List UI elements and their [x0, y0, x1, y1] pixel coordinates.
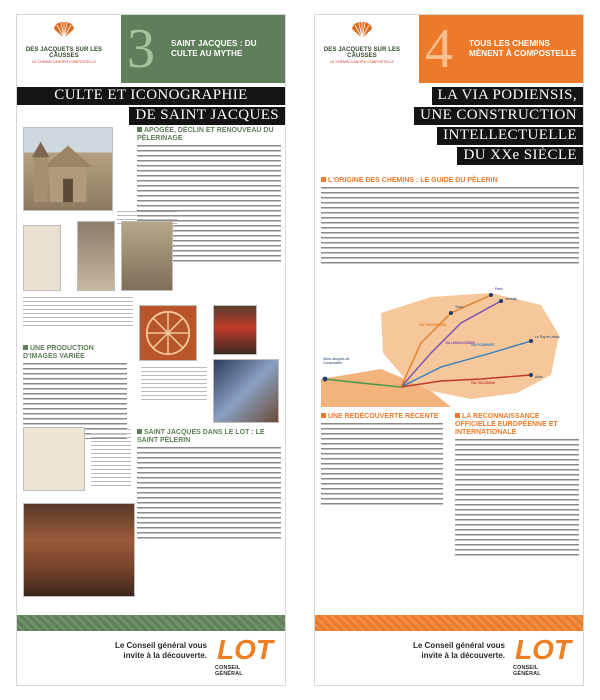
section-production-images: [23, 345, 127, 439]
logo-text: LOT: [515, 634, 571, 665]
bullet-icon: [455, 413, 460, 418]
section-heading: UNE REDÉCOUVERTE RÉCENTE: [321, 413, 443, 421]
lot-logo: [511, 634, 571, 677]
sculpture-photo: [77, 221, 115, 291]
footer-pattern-band: [17, 615, 285, 631]
map-label: VIA TOLOSANA: [471, 381, 495, 385]
section-heading: L'ORIGINE DES CHEMINS : LE GUIDE DU PÈLERIN: [321, 177, 579, 185]
panel-number-block: [121, 15, 286, 83]
panel-number-block: [419, 15, 584, 83]
manuscript-image: [23, 225, 61, 291]
title-line: DU XXe SIÈCLE: [457, 147, 583, 165]
title-line: CULTE ET ICONOGRAPHIE: [17, 87, 285, 105]
bullet-icon: [321, 177, 326, 182]
pilgrim-engraving: [23, 427, 85, 491]
title-line: LA VIA PODIENSIS,: [432, 87, 583, 105]
brand-subtitle: LE CHEMIN CAHORS COMPOSTELLE: [330, 60, 394, 64]
panel-footer: [315, 615, 583, 686]
text-block: [321, 187, 579, 265]
window-tracery-photo: [139, 305, 197, 361]
panel-saint-jacques-culte: [16, 14, 286, 686]
panel-footer: [17, 615, 285, 686]
brand-logo: [21, 21, 107, 64]
footer-invitation: Le Conseil général vous invite à la découverte.: [114, 641, 207, 660]
text-block: [455, 439, 579, 559]
map-label: VIA PODIENSIS: [471, 343, 495, 347]
title-line: DE SAINT JACQUES: [129, 107, 285, 125]
map-label: Paris: [495, 287, 503, 291]
map-label: Le Puy-en-Velay: [535, 335, 560, 339]
scallop-shell-icon: [350, 21, 374, 39]
bullet-icon: [23, 345, 28, 350]
panel-number: 4: [425, 18, 453, 80]
text-block: [321, 423, 443, 505]
map-label: Arles: [535, 375, 543, 379]
title-line: INTELLECTUELLE: [437, 127, 583, 145]
brand-subtitle: LE CHEMIN CAHORS COMPOSTELLE: [32, 60, 96, 64]
map-label: Tours: [455, 305, 464, 309]
panel-title: [17, 87, 285, 127]
map-label: VIA LEMOVICENSIS: [445, 341, 476, 345]
saint-painting-photo: [213, 359, 279, 423]
church-illustration: [24, 128, 112, 210]
map-label: Saint-Jacques-de-Compostelle: [323, 357, 351, 365]
capital-sculpture-photo: [121, 221, 173, 291]
footer-pattern-band: [315, 615, 583, 631]
brand-logo: [319, 21, 405, 64]
scallop-shell-icon: [52, 21, 76, 39]
panel-header: [315, 15, 583, 83]
footer-invitation: Le Conseil général vous invite à la découverte.: [412, 641, 505, 660]
section-heading: LA RECONNAISSANCE OFFICIELLE EUROPÉENNE ET INTERNATIONALE: [455, 413, 558, 436]
logo-subtitle: CONSEIL GÉNÉRAL: [513, 665, 541, 677]
panel-number-subtitle: SAINT JACQUES : DU CULTE AU MYTHE: [171, 39, 257, 58]
panel-via-podiensis: [314, 14, 584, 686]
saint-statue-photo: [213, 305, 257, 355]
map-label: VIA TURONENSIS: [419, 323, 446, 327]
lot-logo: [213, 634, 273, 677]
brand-name: DES JACQUETS SUR LES CAUSSES: [323, 47, 401, 59]
panel-header: [17, 15, 285, 83]
section-heading: SAINT JACQUES DANS LE LOT : LE SAINT PÈLERIN: [137, 429, 265, 444]
section-redecouverte: [321, 413, 443, 505]
brand-name: DES JACQUETS SUR LES CAUSSES: [25, 47, 103, 59]
church-photo: [23, 127, 113, 211]
panel-number-subtitle: TOUS LES CHEMINS MÈNENT À COMPOSTELLE: [469, 39, 577, 58]
logo-text: LOT: [217, 634, 273, 665]
text-block: [137, 447, 281, 539]
logo-subtitle: CONSEIL GÉNÉRAL: [215, 665, 243, 677]
panel-title: [315, 87, 583, 167]
title-line: UNE CONSTRUCTION: [414, 107, 583, 125]
section-origine-chemins: [321, 177, 579, 265]
bullet-icon: [137, 429, 142, 434]
photo-caption: [23, 297, 133, 327]
france-routes-map: [321, 283, 579, 407]
section-heading: APOGÉE, DÉCLIN ET RENOUVEAU DU PÈLERINAGE: [137, 127, 274, 142]
photo-caption: [91, 429, 131, 489]
photo-caption: [141, 367, 207, 403]
tracery-pattern: [140, 306, 196, 360]
pilgrimage-routes-map: [321, 283, 579, 407]
bullet-icon: [321, 413, 326, 418]
section-saint-pelerin: [137, 429, 281, 539]
section-heading: UNE PRODUCTION D'IMAGES VARIÉE: [23, 345, 94, 360]
map-label: Vézelay: [505, 297, 518, 301]
section-reconnaissance: [455, 413, 579, 559]
mural-painting-photo: [23, 503, 135, 597]
panel-number: 3: [127, 18, 155, 80]
bullet-icon: [137, 127, 142, 132]
